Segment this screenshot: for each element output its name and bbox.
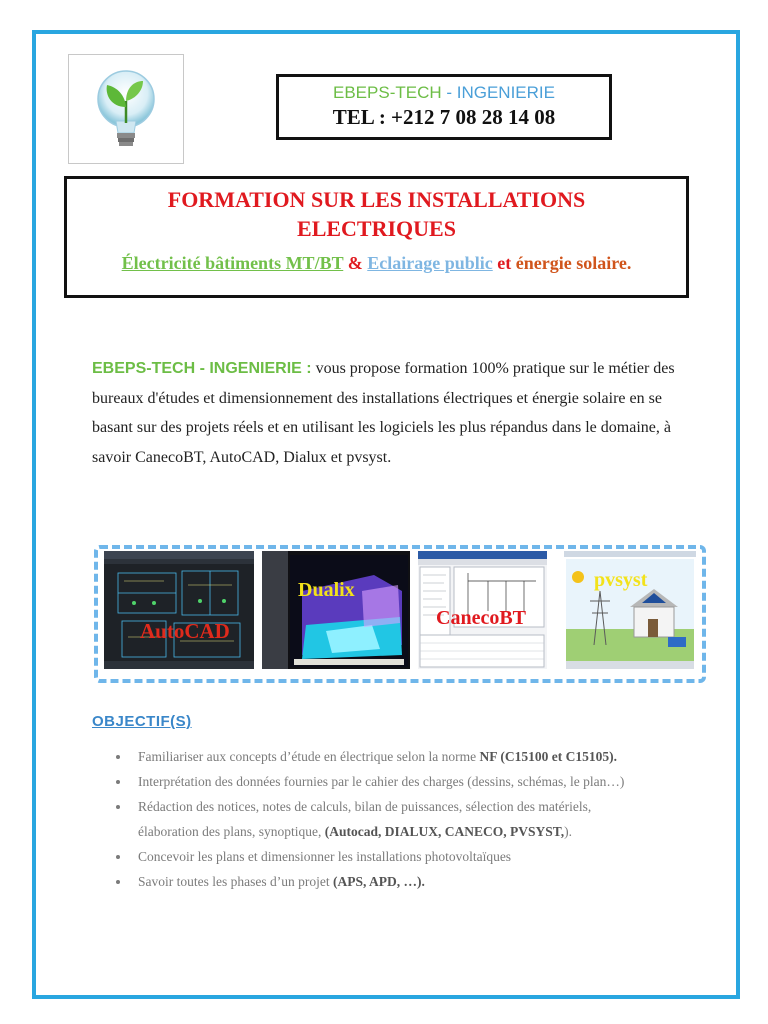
intro-text: vous propose formation 100% pratique sur le métier des bureaux d'études et dimensionnement des installations électriques et énergie solaire en se basant sur des projets réels et en utilisant les logiciels les plus répandus dans le domaine, à savoir CanecoBT, AutoCAD, Dialux et pvsyst. [92, 360, 675, 466]
intro-paragraph [92, 354, 682, 472]
autocad-label: AutoCAD [140, 619, 230, 643]
subtitle: Électricité bâtiments MT/BT & Eclairage public et énergie solaire. [121, 253, 632, 273]
caneco-label: CanecoBT [436, 607, 526, 629]
title-box [64, 176, 689, 298]
dialux-label: Dualix [298, 579, 355, 601]
list-item: Rédaction des notices, notes de calculs, bilan de puissances, sélection des matériels, élaboration des plans, synoptique, (Autocad, DIALUX, CANECO, PVSYST,). [92, 794, 712, 844]
company-header [276, 74, 612, 140]
pvsyst-label: pvsyst [594, 569, 648, 591]
dialux-screenshot [262, 551, 410, 669]
list-item: Familiariser aux concepts d’étude en électrique selon la norme NF (C15100 et C15105). [92, 744, 712, 769]
list-item: Concevoir les plans et dimensionner les installations photovoltaïques [92, 844, 712, 869]
pvsyst-screenshot [564, 551, 696, 669]
autocad-screenshot [104, 551, 254, 669]
intro-brand: EBEPS-TECH - INGENIERIE : [92, 360, 312, 377]
list-item: Interprétation des données fournies par le cahier des charges (dessins, schémas, le plan…) [92, 769, 712, 794]
objectifs-list [92, 744, 712, 894]
company-name: EBEPS-TECH - INGENIERIE [333, 83, 555, 102]
objectifs-heading: OBJECTIF(S) [92, 713, 192, 730]
phone-number: TEL : +212 7 08 28 14 08 [332, 105, 556, 129]
caneco-screenshot [418, 551, 547, 669]
main-title: FORMATION SUR LES INSTALLATIONS ELECTRIQUES [167, 187, 586, 241]
logo [68, 54, 184, 164]
list-item: Savoir toutes les phases d’un projet (APS, APD, …). [92, 869, 712, 894]
